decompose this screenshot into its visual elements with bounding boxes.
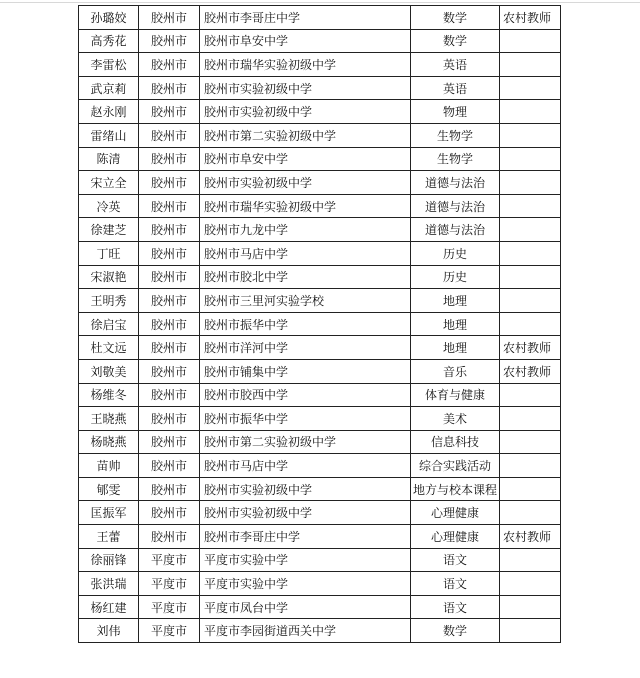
table-row bbox=[79, 430, 561, 454]
school-cell: 胶州市三里河实验学校 bbox=[200, 289, 411, 313]
note-cell bbox=[500, 123, 561, 147]
school-cell: 胶州市铺集中学 bbox=[200, 359, 411, 383]
city-cell: 胶州市 bbox=[139, 171, 200, 195]
city-cell: 胶州市 bbox=[139, 123, 200, 147]
note-cell bbox=[500, 312, 561, 336]
table-row bbox=[79, 595, 561, 619]
teacher-table-body bbox=[79, 6, 561, 643]
city-cell: 平度市 bbox=[139, 595, 200, 619]
city-cell: 胶州市 bbox=[139, 100, 200, 124]
subject-cell: 地理 bbox=[411, 289, 500, 313]
city-cell: 胶州市 bbox=[139, 265, 200, 289]
subject-cell: 数学 bbox=[411, 619, 500, 643]
teacher-name-cell: 宋淑艳 bbox=[79, 265, 139, 289]
note-cell bbox=[500, 147, 561, 171]
note-cell bbox=[500, 454, 561, 478]
table-row bbox=[79, 171, 561, 195]
note-cell bbox=[500, 171, 561, 195]
subject-cell: 体育与健康 bbox=[411, 383, 500, 407]
table-row bbox=[79, 454, 561, 478]
teacher-name-cell: 陈清 bbox=[79, 147, 139, 171]
city-cell: 胶州市 bbox=[139, 29, 200, 53]
teacher-name-cell: 王蕾 bbox=[79, 525, 139, 549]
note-cell bbox=[500, 53, 561, 77]
subject-cell: 英语 bbox=[411, 53, 500, 77]
teacher-name-cell: 徐启宝 bbox=[79, 312, 139, 336]
table-row bbox=[79, 572, 561, 596]
note-cell: 农村教师 bbox=[500, 6, 561, 30]
teacher-name-cell: 刘伟 bbox=[79, 619, 139, 643]
table-row bbox=[79, 548, 561, 572]
school-cell: 胶州市李哥庄中学 bbox=[200, 525, 411, 549]
note-cell bbox=[500, 241, 561, 265]
teacher-name-cell: 王晓燕 bbox=[79, 407, 139, 431]
note-cell bbox=[500, 407, 561, 431]
subject-cell: 美术 bbox=[411, 407, 500, 431]
school-cell: 胶州市马店中学 bbox=[200, 241, 411, 265]
city-cell: 胶州市 bbox=[139, 454, 200, 478]
teacher-name-cell: 徐丽锋 bbox=[79, 548, 139, 572]
subject-cell: 信息科技 bbox=[411, 430, 500, 454]
subject-cell: 音乐 bbox=[411, 359, 500, 383]
school-cell: 胶州市马店中学 bbox=[200, 454, 411, 478]
teacher-name-cell: 冷英 bbox=[79, 194, 139, 218]
table-row bbox=[79, 501, 561, 525]
city-cell: 胶州市 bbox=[139, 383, 200, 407]
school-cell: 胶州市振华中学 bbox=[200, 312, 411, 336]
city-cell: 胶州市 bbox=[139, 147, 200, 171]
teacher-name-cell: 杨晓燕 bbox=[79, 430, 139, 454]
table-row bbox=[79, 218, 561, 242]
subject-cell: 心理健康 bbox=[411, 501, 500, 525]
teacher-name-cell: 李雷松 bbox=[79, 53, 139, 77]
teacher-name-cell: 王明秀 bbox=[79, 289, 139, 313]
table-row bbox=[79, 336, 561, 360]
city-cell: 平度市 bbox=[139, 548, 200, 572]
teacher-name-cell: 杜文远 bbox=[79, 336, 139, 360]
school-cell: 平度市实验中学 bbox=[200, 572, 411, 596]
table-row bbox=[79, 407, 561, 431]
table-row bbox=[79, 359, 561, 383]
teacher-table bbox=[78, 5, 561, 643]
note-cell bbox=[500, 218, 561, 242]
subject-cell: 地方与校本课程 bbox=[411, 477, 500, 501]
teacher-list bbox=[78, 5, 561, 643]
subject-cell: 生物学 bbox=[411, 147, 500, 171]
school-cell: 平度市李园街道西关中学 bbox=[200, 619, 411, 643]
note-cell bbox=[500, 76, 561, 100]
school-cell: 胶州市振华中学 bbox=[200, 407, 411, 431]
school-cell: 胶州市阜安中学 bbox=[200, 29, 411, 53]
school-cell: 胶州市胶西中学 bbox=[200, 383, 411, 407]
city-cell: 胶州市 bbox=[139, 241, 200, 265]
page-top-border bbox=[0, 2, 640, 3]
note-cell: 农村教师 bbox=[500, 525, 561, 549]
table-row bbox=[79, 147, 561, 171]
teacher-name-cell: 雷绪山 bbox=[79, 123, 139, 147]
table-row bbox=[79, 265, 561, 289]
note-cell bbox=[500, 29, 561, 53]
teacher-name-cell: 杨维冬 bbox=[79, 383, 139, 407]
teacher-name-cell: 匡振军 bbox=[79, 501, 139, 525]
city-cell: 胶州市 bbox=[139, 6, 200, 30]
school-cell: 胶州市洋河中学 bbox=[200, 336, 411, 360]
table-row bbox=[79, 312, 561, 336]
note-cell bbox=[500, 477, 561, 501]
teacher-name-cell: 赵永刚 bbox=[79, 100, 139, 124]
table-row bbox=[79, 383, 561, 407]
subject-cell: 英语 bbox=[411, 76, 500, 100]
teacher-name-cell: 孙璐姣 bbox=[79, 6, 139, 30]
school-cell: 平度市凤台中学 bbox=[200, 595, 411, 619]
note-cell bbox=[500, 289, 561, 313]
subject-cell: 语文 bbox=[411, 548, 500, 572]
table-row bbox=[79, 6, 561, 30]
note-cell bbox=[500, 430, 561, 454]
subject-cell: 地理 bbox=[411, 312, 500, 336]
table-row bbox=[79, 619, 561, 643]
school-cell: 胶州市实验初级中学 bbox=[200, 76, 411, 100]
subject-cell: 历史 bbox=[411, 265, 500, 289]
note-cell: 农村教师 bbox=[500, 336, 561, 360]
table-row bbox=[79, 194, 561, 218]
note-cell: 农村教师 bbox=[500, 359, 561, 383]
subject-cell: 道德与法治 bbox=[411, 171, 500, 195]
school-cell: 胶州市实验初级中学 bbox=[200, 501, 411, 525]
city-cell: 胶州市 bbox=[139, 336, 200, 360]
teacher-name-cell: 郇雯 bbox=[79, 477, 139, 501]
city-cell: 胶州市 bbox=[139, 289, 200, 313]
city-cell: 胶州市 bbox=[139, 194, 200, 218]
table-row bbox=[79, 100, 561, 124]
city-cell: 胶州市 bbox=[139, 407, 200, 431]
school-cell: 胶州市实验初级中学 bbox=[200, 477, 411, 501]
teacher-name-cell: 武京莉 bbox=[79, 76, 139, 100]
teacher-name-cell: 张洪瑞 bbox=[79, 572, 139, 596]
note-cell bbox=[500, 383, 561, 407]
subject-cell: 道德与法治 bbox=[411, 218, 500, 242]
city-cell: 平度市 bbox=[139, 619, 200, 643]
teacher-name-cell: 高秀花 bbox=[79, 29, 139, 53]
note-cell bbox=[500, 501, 561, 525]
teacher-name-cell: 杨红建 bbox=[79, 595, 139, 619]
city-cell: 胶州市 bbox=[139, 477, 200, 501]
city-cell: 胶州市 bbox=[139, 359, 200, 383]
school-cell: 胶州市第二实验初级中学 bbox=[200, 123, 411, 147]
school-cell: 胶州市实验初级中学 bbox=[200, 100, 411, 124]
school-cell: 胶州市瑞华实验初级中学 bbox=[200, 194, 411, 218]
table-row bbox=[79, 525, 561, 549]
subject-cell: 历史 bbox=[411, 241, 500, 265]
school-cell: 胶州市李哥庄中学 bbox=[200, 6, 411, 30]
city-cell: 胶州市 bbox=[139, 312, 200, 336]
school-cell: 胶州市阜安中学 bbox=[200, 147, 411, 171]
note-cell bbox=[500, 194, 561, 218]
table-row bbox=[79, 241, 561, 265]
note-cell bbox=[500, 548, 561, 572]
teacher-name-cell: 刘敬美 bbox=[79, 359, 139, 383]
city-cell: 胶州市 bbox=[139, 525, 200, 549]
subject-cell: 道德与法治 bbox=[411, 194, 500, 218]
subject-cell: 语文 bbox=[411, 572, 500, 596]
table-row bbox=[79, 29, 561, 53]
teacher-name-cell: 丁旺 bbox=[79, 241, 139, 265]
table-row bbox=[79, 289, 561, 313]
teacher-name-cell: 苗帅 bbox=[79, 454, 139, 478]
school-cell: 平度市实验中学 bbox=[200, 548, 411, 572]
subject-cell: 地理 bbox=[411, 336, 500, 360]
subject-cell: 心理健康 bbox=[411, 525, 500, 549]
school-cell: 胶州市九龙中学 bbox=[200, 218, 411, 242]
school-cell: 胶州市瑞华实验初级中学 bbox=[200, 53, 411, 77]
school-cell: 胶州市第二实验初级中学 bbox=[200, 430, 411, 454]
city-cell: 胶州市 bbox=[139, 430, 200, 454]
table-row bbox=[79, 123, 561, 147]
city-cell: 平度市 bbox=[139, 572, 200, 596]
note-cell bbox=[500, 265, 561, 289]
note-cell bbox=[500, 595, 561, 619]
subject-cell: 语文 bbox=[411, 595, 500, 619]
school-cell: 胶州市实验初级中学 bbox=[200, 171, 411, 195]
subject-cell: 生物学 bbox=[411, 123, 500, 147]
city-cell: 胶州市 bbox=[139, 501, 200, 525]
city-cell: 胶州市 bbox=[139, 218, 200, 242]
table-row bbox=[79, 53, 561, 77]
note-cell bbox=[500, 100, 561, 124]
teacher-name-cell: 徐建芝 bbox=[79, 218, 139, 242]
table-row bbox=[79, 477, 561, 501]
school-cell: 胶州市胶北中学 bbox=[200, 265, 411, 289]
note-cell bbox=[500, 572, 561, 596]
subject-cell: 综合实践活动 bbox=[411, 454, 500, 478]
teacher-name-cell: 宋立全 bbox=[79, 171, 139, 195]
subject-cell: 物理 bbox=[411, 100, 500, 124]
subject-cell: 数学 bbox=[411, 29, 500, 53]
city-cell: 胶州市 bbox=[139, 76, 200, 100]
subject-cell: 数学 bbox=[411, 6, 500, 30]
table-row bbox=[79, 76, 561, 100]
note-cell bbox=[500, 619, 561, 643]
city-cell: 胶州市 bbox=[139, 53, 200, 77]
